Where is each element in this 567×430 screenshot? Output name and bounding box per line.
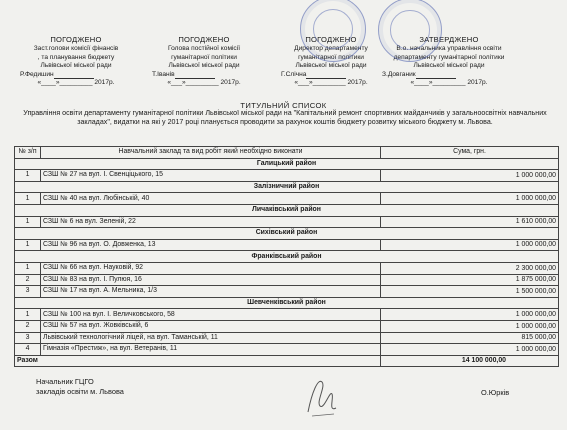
row-number: 3: [15, 286, 41, 298]
approval-line: Львівської міської ради: [413, 62, 485, 70]
approval-date: «____»_________ 2017р.: [410, 79, 488, 87]
district-row: [15, 204, 559, 216]
row-institution: Львівський технологічний ліцей, на вул. Таманській, 11: [41, 332, 381, 344]
row-number: 1: [15, 170, 41, 182]
approval-line: Львівської міської ради: [40, 62, 112, 70]
row-sum: 1 000 000,00: [381, 193, 559, 205]
row-number: 1: [15, 216, 41, 228]
district-name: Галицький район: [15, 158, 559, 170]
signature-line: [175, 72, 215, 79]
signature-line: [54, 72, 94, 79]
document-title: ТИТУЛЬНИЙ СПИСОК: [240, 101, 327, 110]
approval-line: Львівської міської ради: [168, 62, 240, 70]
district-row: [15, 297, 559, 309]
signature-line: [416, 72, 456, 79]
row-sum: 1 000 000,00: [381, 344, 559, 356]
approval-line: гуманітарної політики: [298, 53, 364, 61]
signature-line: [306, 72, 346, 79]
row-sum: 1 875 000,00: [381, 274, 559, 286]
approvals-row: [0, 36, 567, 98]
row-institution: СЗШ № 96 на вул. О. Довженка, 13: [41, 239, 381, 251]
total-sum: 14 100 000,00: [381, 355, 559, 367]
row-sum: 1 000 000,00: [381, 239, 559, 251]
row-institution: СЗШ № 17 на вул. А. Мельника, 1/3: [41, 286, 381, 298]
row-institution: СЗШ № 6 на вул. Зеленій, 22: [41, 216, 381, 228]
footer-position: [36, 377, 124, 396]
approval-block-1: [20, 36, 132, 87]
table-row: [15, 332, 559, 344]
title-list-table: [14, 146, 559, 367]
row-institution: СЗШ № 40 на вул. Любінській, 40: [41, 193, 381, 205]
table-row: [15, 239, 559, 251]
row-number: 2: [15, 274, 41, 286]
district-row: [15, 181, 559, 193]
approval-signer: [382, 71, 516, 79]
footer-signer: О.Юрків: [481, 388, 510, 397]
table-row: [15, 170, 559, 182]
row-number: 1: [15, 193, 41, 205]
table-row: [15, 286, 559, 298]
approval-heading: ПОГОДЖЕНО: [50, 35, 102, 44]
footer-position-line1: Начальник ГЦГО: [36, 377, 94, 386]
row-institution: Гімназія «Престиж», на вул. Ветеранів, 11: [41, 344, 381, 356]
row-number: 4: [15, 344, 41, 356]
approval-signer-name: З.Довганик: [382, 70, 416, 78]
table-header-row: [15, 147, 559, 159]
header-sum: Сума, грн.: [381, 147, 559, 159]
row-sum: 1 000 000,00: [381, 309, 559, 321]
district-row: [15, 158, 559, 170]
total-label: Разом: [15, 355, 381, 367]
row-number: 1: [15, 262, 41, 274]
district-row: [15, 228, 559, 240]
district-name: Шевченківський район: [15, 297, 559, 309]
row-sum: 1 610 000,00: [381, 216, 559, 228]
approval-line: Львівської міської ради: [295, 62, 367, 70]
row-sum: 815 000,00: [381, 332, 559, 344]
approval-heading: ПОГОДЖЕНО: [305, 35, 357, 44]
district-name: Личаківський район: [15, 204, 559, 216]
district-name: Залізничний район: [15, 181, 559, 193]
approval-line: департаменту гуманітарної політики: [393, 53, 505, 61]
header-number: № з/п: [15, 147, 41, 159]
table-row: [15, 274, 559, 286]
approval-heading: ПОГОДЖЕНО: [178, 35, 230, 44]
approval-signer-name: Р.Федишин: [20, 70, 54, 78]
row-institution: СЗШ № 100 на вул. І. Величковського, 58: [41, 309, 381, 321]
table-row: [15, 320, 559, 332]
table-row: [15, 309, 559, 321]
table-row: [15, 344, 559, 356]
approval-date: «____»_________ 2017р.: [37, 79, 115, 87]
approval-line: Директор департаменту: [294, 45, 368, 53]
row-institution: СЗШ № 66 на вул. Науковій, 92: [41, 262, 381, 274]
district-name: Франківський район: [15, 251, 559, 263]
approval-line: В.о. начальника управління освіти: [396, 45, 502, 53]
row-number: 1: [15, 239, 41, 251]
approval-line: Заст.голови комісії фінансів: [33, 45, 119, 53]
approval-signer: [20, 71, 132, 79]
approval-line: , та планування бюджету: [37, 53, 115, 61]
row-sum: 1 000 000,00: [381, 320, 559, 332]
district-name: Сихівський район: [15, 228, 559, 240]
table-row: [15, 216, 559, 228]
approval-signer: [152, 71, 256, 79]
approval-line: гуманітарної політики: [171, 53, 237, 61]
approval-block-2: [152, 36, 256, 87]
row-number: 2: [15, 320, 41, 332]
document-description: Управління освіти департаменту гуманітарної політики Львівської міської ради на "Капітальний ремонт спортивних майданчиків у загальноосвітніх навчальних закладах", видатки на які у 2017 році планується проводити за рахунок коштів бюджету розвитку міського бюджету м. Львова.: [23, 109, 547, 126]
total-row: [15, 355, 559, 367]
row-institution: СЗШ № 57 на вул. Жовківській, 6: [41, 320, 381, 332]
approval-signer-name: Г.Слічна: [281, 70, 307, 78]
row-institution: СЗШ № 27 на вул. І. Свенціцького, 15: [41, 170, 381, 182]
approval-signer: [281, 71, 381, 79]
approval-signer-name: Т.Іванів: [152, 70, 175, 78]
row-institution: СЗШ № 83 на вул. І. Пулюя, 16: [41, 274, 381, 286]
handwritten-signature: [302, 372, 342, 420]
row-sum: 1 000 000,00: [381, 170, 559, 182]
table-row: [15, 193, 559, 205]
row-sum: 2 300 000,00: [381, 262, 559, 274]
row-number: 1: [15, 309, 41, 321]
approval-heading: ЗАТВЕРДЖЕНО: [419, 35, 479, 44]
row-sum: 1 500 000,00: [381, 286, 559, 298]
footer-position-line2: закладів освіти м. Львова: [36, 386, 124, 396]
approval-date: «___»_________ 2017р.: [167, 79, 241, 87]
district-row: [15, 251, 559, 263]
header-institution: Навчальний заклад та вид робіт який необхідно виконати: [41, 147, 381, 159]
approval-line: Голова постійної комісії: [167, 45, 241, 53]
approval-date: «___»_________ 2017р.: [294, 79, 368, 87]
table-row: [15, 262, 559, 274]
table-body: [15, 158, 559, 367]
seal-stamp-education: [378, 0, 442, 62]
row-number: 3: [15, 332, 41, 344]
